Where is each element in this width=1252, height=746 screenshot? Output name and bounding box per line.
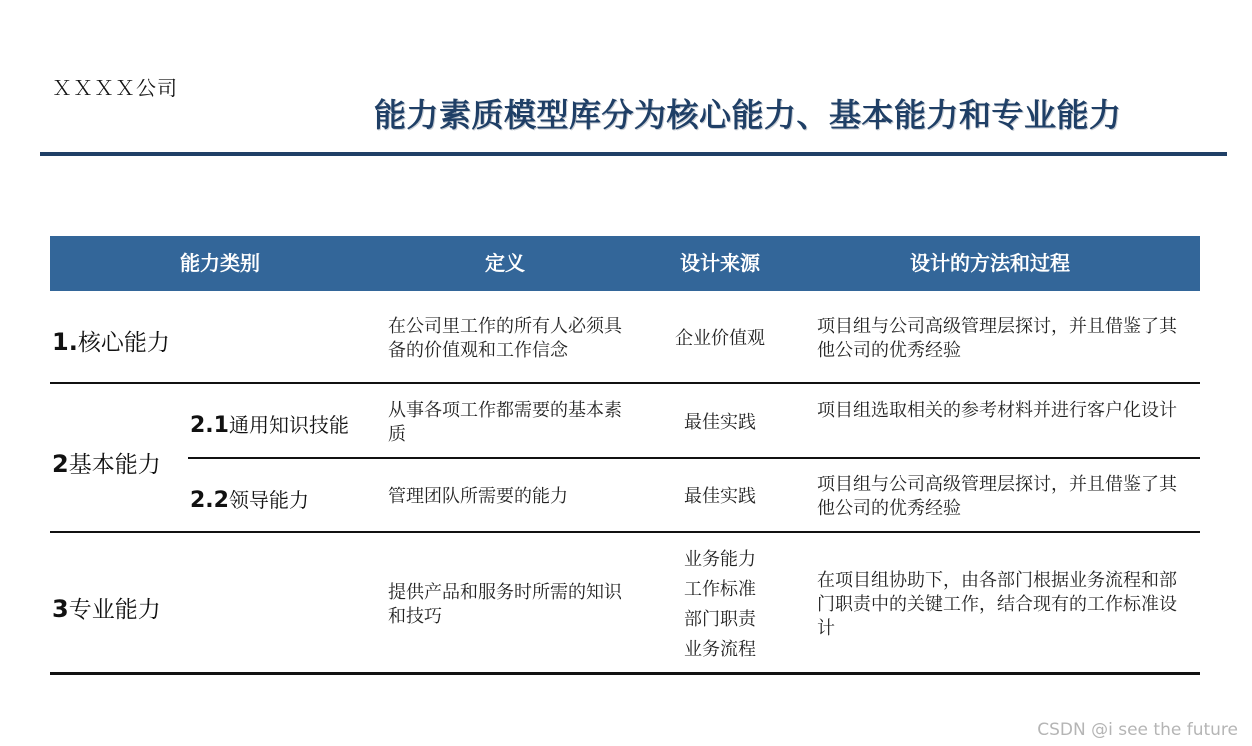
- column-header-category: 能力类别: [180, 251, 260, 275]
- method-general-skills: 项目组选取相关的参考材料并进行客户化设计: [817, 400, 1177, 421]
- subcategory-general-skills: [190, 409, 349, 438]
- category-number: 3: [52, 595, 69, 623]
- source-core: 企业价值观: [675, 328, 765, 349]
- category-core: [52, 324, 170, 357]
- subcategory-leadership: [190, 484, 309, 513]
- method-core: 项目组与公司高级管理层探讨，并且借鉴了其他公司的优秀经验: [817, 316, 1177, 361]
- table-bottom-rule: [50, 672, 1200, 675]
- row-divider: [50, 531, 1200, 533]
- source-item: 工作标准: [684, 579, 756, 600]
- column-header-source: 设计来源: [680, 251, 760, 275]
- category-professional: [52, 591, 161, 624]
- category-number: 1.: [52, 328, 78, 356]
- source-item: 部门职责: [684, 609, 756, 630]
- method-professional: 在项目组协助下，由各部门根据业务流程和部门职责中的关键工作，结合现有的工作标准设计: [817, 570, 1177, 639]
- row-divider: [50, 382, 1200, 384]
- row-divider: [188, 457, 1200, 459]
- category-label: 核心能力: [77, 330, 170, 356]
- method-leadership: 项目组与公司高级管理层探讨，并且借鉴了其他公司的优秀经验: [817, 474, 1177, 519]
- category-basic: [52, 446, 161, 479]
- source-item: 业务能力: [684, 549, 756, 570]
- category-label: 专业能力: [68, 597, 161, 623]
- source-general-skills: 最佳实践: [684, 412, 756, 433]
- definition-leadership: 管理团队所需要的能力: [388, 486, 568, 507]
- definition-general-skills: 从事各项工作都需要的基本素质: [388, 400, 622, 445]
- subcategory-label: 领导能力: [228, 488, 309, 512]
- definition-core: 在公司里工作的所有人必须具备的价值观和工作信念: [388, 316, 622, 361]
- watermark: CSDN @i see the future: [1037, 720, 1238, 740]
- subcategory-number: 2.2: [190, 488, 229, 513]
- title-divider: [40, 152, 1227, 156]
- subcategory-number: 2.1: [190, 413, 229, 438]
- definition-professional: 提供产品和服务时所需的知识和技巧: [388, 582, 622, 627]
- company-name: ＸＸＸＸ公司: [52, 76, 178, 100]
- category-number: 2: [52, 450, 69, 478]
- category-label: 基本能力: [68, 452, 161, 478]
- column-header-definition: 定义: [485, 251, 525, 275]
- subcategory-label: 通用知识技能: [228, 413, 349, 437]
- column-header-method: 设计的方法和过程: [910, 251, 1070, 275]
- page-title: 能力素质模型库分为核心能力、基本能力和专业能力: [374, 96, 1122, 134]
- source-professional-list: [650, 545, 790, 665]
- table-header: [50, 236, 1200, 291]
- source-leadership: 最佳实践: [684, 486, 756, 507]
- source-item: 业务流程: [684, 639, 756, 660]
